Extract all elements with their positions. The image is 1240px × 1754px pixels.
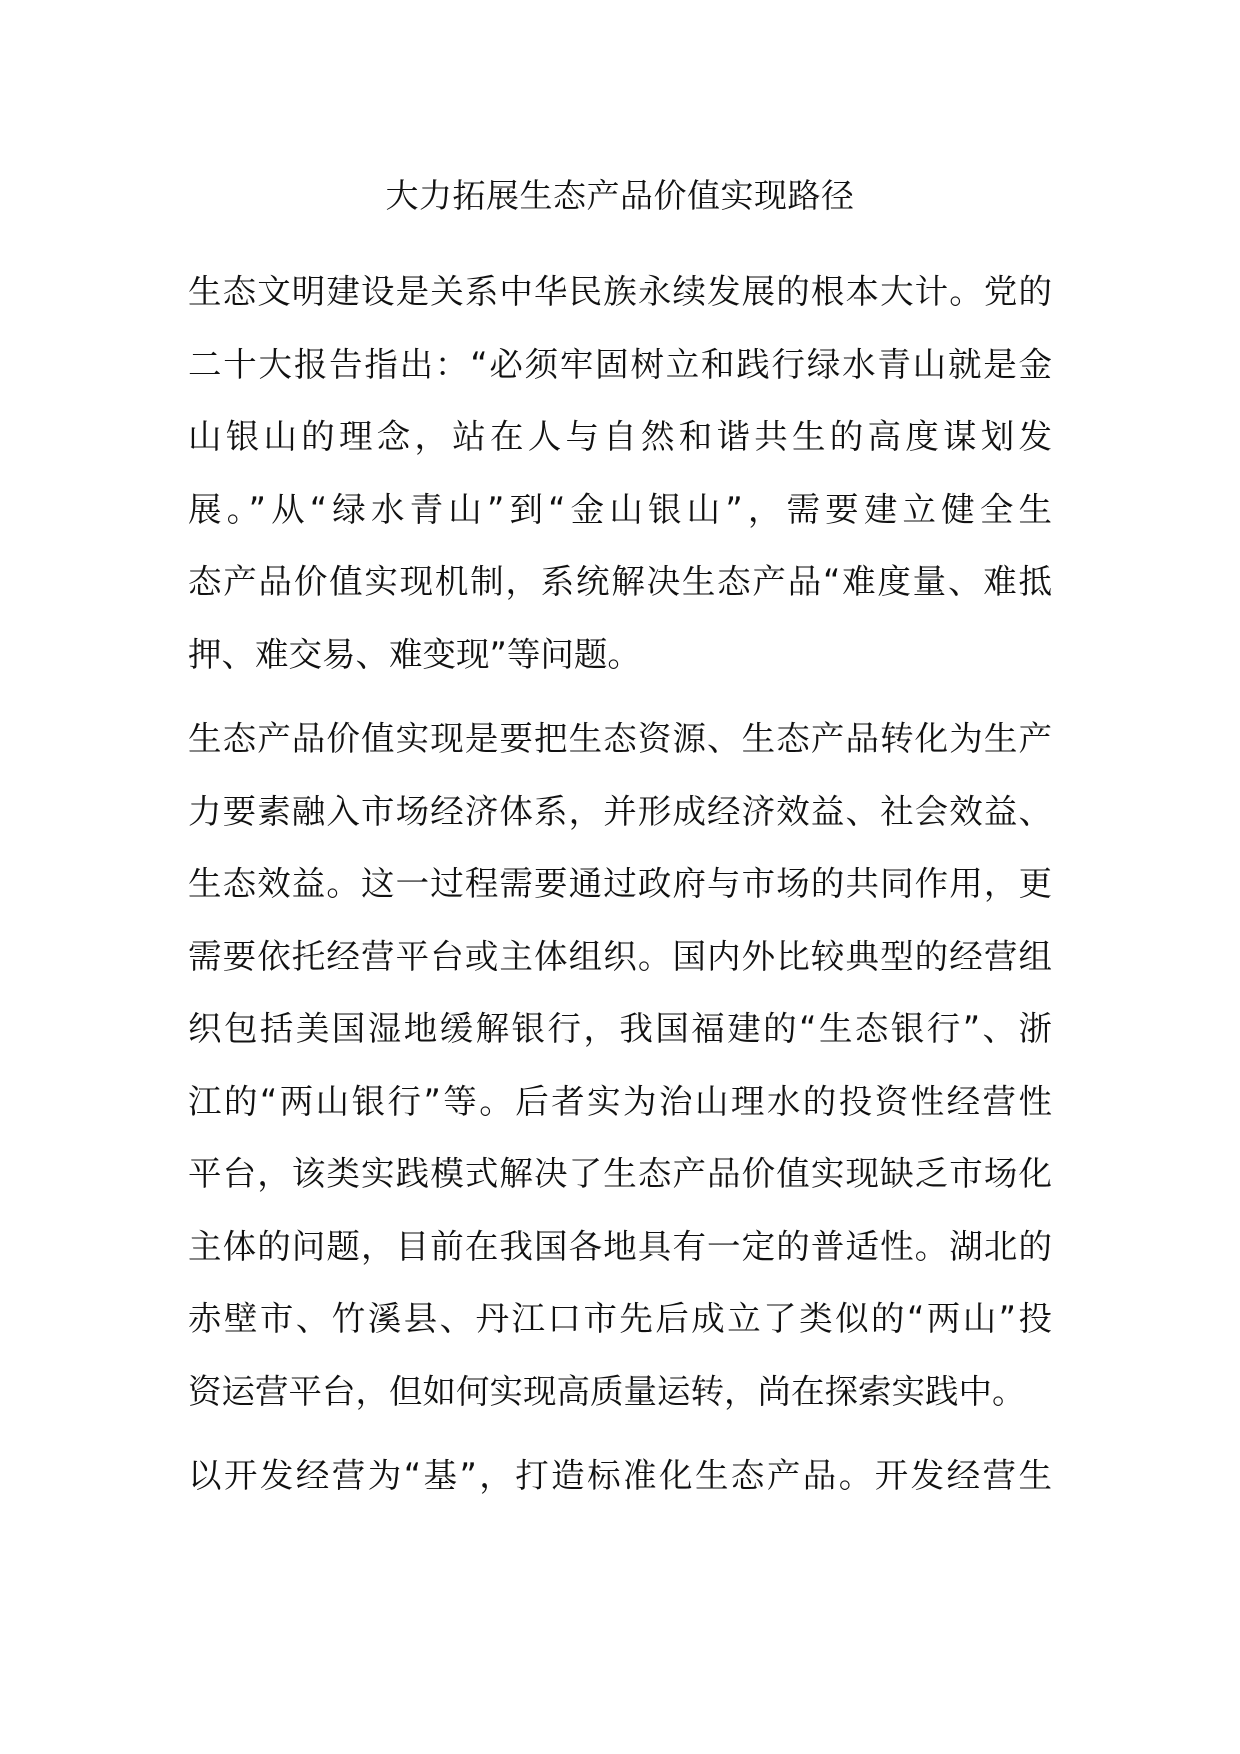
text-line: 织包括美国湿地缓解银行，我国福建的“生态银行”、浙 [188, 1009, 1052, 1048]
paragraph-2 [188, 703, 1052, 1428]
text-line: 平台，该类实践模式解决了生态产品价值实现缺乏市场化 [188, 1154, 1052, 1193]
text-line: 赤壁市、竹溪县、丹江口市先后成立了类似的“两山”投 [188, 1299, 1052, 1338]
text-line: 资运营平台，但如何实现高质量运转，尚在探索实践中。 [188, 1371, 1026, 1411]
document-title: 大力拓展生态产品价值实现路径 [385, 176, 855, 215]
text-line: 力要素融入市场经济体系，并形成经济效益、社会效益、 [188, 791, 1052, 831]
text-line: 主体的问题，目前在我国各地具有一定的普适性。湖北的 [188, 1226, 1052, 1266]
text-line: 山银山的理念，站在人与自然和谐共生的高度谋划发 [188, 417, 1052, 456]
paragraph-3 [188, 1440, 1052, 1513]
text-line: 需要依托经营平台或主体组织。国内外比较典型的经营组 [188, 936, 1052, 976]
document-body [188, 256, 1052, 1525]
paragraph-1 [188, 256, 1052, 691]
text-line: 二十大报告指出：“必须牢固树立和践行绿水青山就是金 [188, 344, 1052, 384]
text-line: 押、难交易、难变现”等问题。 [188, 634, 641, 674]
text-line: 生态产品价值实现是要把生态资源、生态产品转化为生产 [188, 719, 1052, 758]
text-line: 展。”从“绿水青山”到“金山银山”，需要建立健全生 [188, 489, 1052, 529]
text-line: 生态效益。这一过程需要通过政府与市场的共同作用，更 [188, 864, 1052, 903]
text-line: 生态文明建设是关系中华民族永续发展的根本大计。党的 [188, 272, 1052, 311]
text-line: 态产品价值实现机制，系统解决生态产品“难度量、难抵 [188, 562, 1052, 601]
text-line: 以开发经营为“基”，打造标准化生态产品。开发经营生 [188, 1456, 1052, 1495]
text-line: 江的“两山银行”等。后者实为治山理水的投资性经营性 [188, 1081, 1052, 1121]
